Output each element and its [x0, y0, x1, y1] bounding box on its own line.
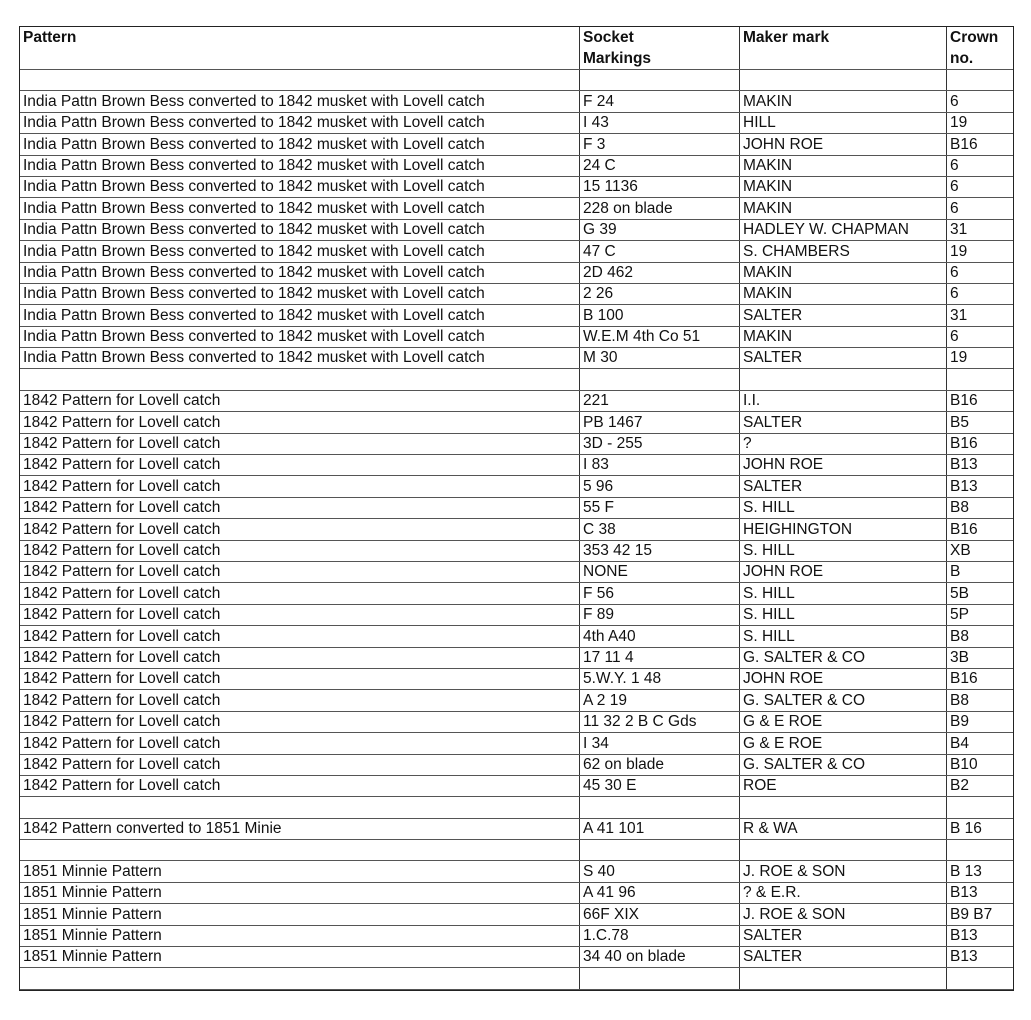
cell-pattern: India Pattn Brown Bess converted to 1842 musket with Lovell catch [20, 155, 580, 176]
cell-maker-mark: HILL [740, 112, 947, 133]
cell-maker-mark: JOHN ROE [740, 134, 947, 155]
cell-socket-markings: 17 11 4 [580, 647, 740, 668]
cell-socket-markings: 66F XIX [580, 904, 740, 925]
table-body [20, 70, 1013, 990]
cell-maker-mark: S. CHAMBERS [740, 241, 947, 262]
cell-crown-no: 5P [947, 604, 1013, 625]
cell-socket-markings [580, 369, 740, 390]
table-row [20, 733, 1013, 754]
cell-socket-markings: I 83 [580, 455, 740, 476]
cell-crown-no: B13 [947, 947, 1013, 968]
cell-maker-mark: JOHN ROE [740, 668, 947, 689]
header-pattern: Pattern [23, 29, 77, 46]
cell-maker-mark: HADLEY W. CHAPMAN [740, 219, 947, 240]
cell-crown-no: 19 [947, 348, 1013, 369]
cell-maker-mark: S. HILL [740, 497, 947, 518]
cell-socket-markings: 221 [580, 390, 740, 411]
cell-socket-markings: 11 32 2 B C Gds [580, 711, 740, 732]
cell-crown-no: 6 [947, 262, 1013, 283]
cell-pattern: 1842 Pattern for Lovell catch [20, 561, 580, 582]
cell-maker-mark: ROE [740, 775, 947, 796]
table-row [20, 241, 1013, 262]
cell-crown-no: B 13 [947, 861, 1013, 882]
cell-pattern: 1851 Minnie Pattern [20, 947, 580, 968]
cell-crown-no: B [947, 561, 1013, 582]
cell-pattern: India Pattn Brown Bess converted to 1842 musket with Lovell catch [20, 348, 580, 369]
table-row [20, 775, 1013, 796]
cell-socket-markings: 4th A40 [580, 626, 740, 647]
table-row [20, 925, 1013, 946]
cell-socket-markings: F 3 [580, 134, 740, 155]
cell-maker-mark [740, 369, 947, 390]
cell-pattern: 1842 Pattern converted to 1851 Minie [20, 818, 580, 839]
cell-socket-markings [580, 70, 740, 91]
cell-socket-markings: A 41 101 [580, 818, 740, 839]
cell-maker-mark: S. HILL [740, 626, 947, 647]
table-row [20, 904, 1013, 925]
cell-pattern: 1851 Minnie Pattern [20, 925, 580, 946]
cell-socket-markings: 15 1136 [580, 176, 740, 197]
table-row [20, 433, 1013, 454]
cell-maker-mark: J. ROE & SON [740, 904, 947, 925]
table-row [20, 476, 1013, 497]
cell-crown-no: 31 [947, 219, 1013, 240]
cell-pattern: 1842 Pattern for Lovell catch [20, 775, 580, 796]
inventory-table-frame [19, 26, 1014, 991]
table-row [20, 412, 1013, 433]
blank-row [20, 369, 1013, 390]
cell-crown-no: B8 [947, 626, 1013, 647]
cell-pattern: India Pattn Brown Bess converted to 1842 musket with Lovell catch [20, 305, 580, 326]
table-row [20, 561, 1013, 582]
cell-maker-mark: G. SALTER & CO [740, 754, 947, 775]
cell-pattern: 1842 Pattern for Lovell catch [20, 604, 580, 625]
cell-crown-no: 19 [947, 241, 1013, 262]
cell-crown-no: 31 [947, 305, 1013, 326]
bayonet-markings-table [20, 27, 1013, 990]
cell-socket-markings: NONE [580, 561, 740, 582]
cell-pattern: India Pattn Brown Bess converted to 1842 musket with Lovell catch [20, 283, 580, 304]
table-row [20, 583, 1013, 604]
cell-socket-markings: F 24 [580, 91, 740, 112]
cell-pattern: 1842 Pattern for Lovell catch [20, 433, 580, 454]
cell-crown-no: 6 [947, 91, 1013, 112]
cell-pattern: 1842 Pattern for Lovell catch [20, 733, 580, 754]
table-row [20, 818, 1013, 839]
cell-maker-mark: ? & E.R. [740, 882, 947, 903]
blank-row [20, 797, 1013, 818]
cell-pattern: 1842 Pattern for Lovell catch [20, 668, 580, 689]
cell-socket-markings: A 41 96 [580, 882, 740, 903]
cell-socket-markings: 47 C [580, 241, 740, 262]
table-row [20, 283, 1013, 304]
cell-crown-no: B 16 [947, 818, 1013, 839]
cell-maker-mark: SALTER [740, 476, 947, 497]
table-row [20, 134, 1013, 155]
cell-crown-no: 19 [947, 112, 1013, 133]
table-row [20, 690, 1013, 711]
cell-socket-markings: 2 26 [580, 283, 740, 304]
cell-pattern: India Pattn Brown Bess converted to 1842 musket with Lovell catch [20, 198, 580, 219]
cell-maker-mark: S. HILL [740, 540, 947, 561]
cell-maker-mark: SALTER [740, 412, 947, 433]
cell-pattern: 1842 Pattern for Lovell catch [20, 519, 580, 540]
cell-crown-no [947, 840, 1013, 861]
cell-crown-no: 6 [947, 326, 1013, 347]
cell-socket-markings: PB 1467 [580, 412, 740, 433]
table-row [20, 176, 1013, 197]
cell-socket-markings: 3D - 255 [580, 433, 740, 454]
cell-socket-markings [580, 797, 740, 818]
cell-crown-no: 5B [947, 583, 1013, 604]
cell-socket-markings: 5.W.Y. 1 48 [580, 668, 740, 689]
cell-pattern: India Pattn Brown Bess converted to 1842 musket with Lovell catch [20, 91, 580, 112]
cell-pattern: 1851 Minnie Pattern [20, 882, 580, 903]
table-row [20, 219, 1013, 240]
cell-pattern: 1842 Pattern for Lovell catch [20, 455, 580, 476]
cell-maker-mark: G & E ROE [740, 711, 947, 732]
cell-crown-no: B4 [947, 733, 1013, 754]
cell-pattern: India Pattn Brown Bess converted to 1842 musket with Lovell catch [20, 112, 580, 133]
cell-maker-mark: SALTER [740, 925, 947, 946]
cell-crown-no: 6 [947, 283, 1013, 304]
cell-crown-no: 3B [947, 647, 1013, 668]
header-crown: Crown [950, 29, 999, 46]
cell-socket-markings: W.E.M 4th Co 51 [580, 326, 740, 347]
cell-socket-markings: G 39 [580, 219, 740, 240]
cell-socket-markings: 45 30 E [580, 775, 740, 796]
header-maker: Maker mark [743, 29, 830, 46]
table-row [20, 947, 1013, 968]
cell-pattern: 1842 Pattern for Lovell catch [20, 690, 580, 711]
cell-maker-mark: HEIGHINGTON [740, 519, 947, 540]
table-row [20, 604, 1013, 625]
cell-socket-markings: 5 96 [580, 476, 740, 497]
cell-crown-no: 6 [947, 155, 1013, 176]
cell-maker-mark: MAKIN [740, 198, 947, 219]
blank-row [20, 968, 1013, 989]
cell-crown-no: XB [947, 540, 1013, 561]
cell-crown-no [947, 70, 1013, 91]
cell-socket-markings: I 43 [580, 112, 740, 133]
cell-pattern: 1851 Minnie Pattern [20, 861, 580, 882]
cell-socket-markings: 55 F [580, 497, 740, 518]
cell-crown-no: B13 [947, 925, 1013, 946]
table-row [20, 112, 1013, 133]
cell-maker-mark: SALTER [740, 348, 947, 369]
cell-socket-markings: M 30 [580, 348, 740, 369]
cell-maker-mark: G. SALTER & CO [740, 647, 947, 668]
cell-maker-mark: MAKIN [740, 91, 947, 112]
cell-maker-mark: MAKIN [740, 176, 947, 197]
cell-socket-markings [580, 968, 740, 989]
cell-pattern [20, 70, 580, 91]
cell-maker-mark [740, 797, 947, 818]
blank-row [20, 840, 1013, 861]
cell-socket-markings: 24 C [580, 155, 740, 176]
cell-socket-markings: F 89 [580, 604, 740, 625]
cell-socket-markings: I 34 [580, 733, 740, 754]
table-row [20, 305, 1013, 326]
cell-crown-no: B9 B7 [947, 904, 1013, 925]
cell-crown-no: B2 [947, 775, 1013, 796]
cell-pattern: India Pattn Brown Bess converted to 1842 musket with Lovell catch [20, 176, 580, 197]
table-row [20, 326, 1013, 347]
cell-pattern [20, 797, 580, 818]
table-row [20, 155, 1013, 176]
cell-socket-markings: F 56 [580, 583, 740, 604]
cell-crown-no [947, 968, 1013, 989]
cell-maker-mark: SALTER [740, 947, 947, 968]
table-row [20, 647, 1013, 668]
cell-pattern [20, 840, 580, 861]
cell-pattern [20, 968, 580, 989]
cell-pattern: 1842 Pattern for Lovell catch [20, 647, 580, 668]
cell-maker-mark: JOHN ROE [740, 455, 947, 476]
table-row [20, 91, 1013, 112]
cell-socket-markings: 228 on blade [580, 198, 740, 219]
cell-pattern: 1842 Pattern for Lovell catch [20, 626, 580, 647]
table-row [20, 754, 1013, 775]
cell-socket-markings: 34 40 on blade [580, 947, 740, 968]
cell-maker-mark: JOHN ROE [740, 561, 947, 582]
cell-maker-mark: MAKIN [740, 326, 947, 347]
cell-maker-mark [740, 840, 947, 861]
cell-crown-no: B5 [947, 412, 1013, 433]
cell-maker-mark: ? [740, 433, 947, 454]
cell-pattern: 1842 Pattern for Lovell catch [20, 754, 580, 775]
cell-crown-no: B10 [947, 754, 1013, 775]
cell-maker-mark: SALTER [740, 305, 947, 326]
header-socket-2: Markings [580, 48, 740, 70]
table-row [20, 262, 1013, 283]
cell-maker-mark: I.I. [740, 390, 947, 411]
cell-pattern: 1842 Pattern for Lovell catch [20, 711, 580, 732]
cell-crown-no: B16 [947, 433, 1013, 454]
cell-pattern: India Pattn Brown Bess converted to 1842 musket with Lovell catch [20, 219, 580, 240]
cell-pattern: 1851 Minnie Pattern [20, 904, 580, 925]
cell-crown-no: 6 [947, 198, 1013, 219]
table-row [20, 198, 1013, 219]
cell-maker-mark: J. ROE & SON [740, 861, 947, 882]
cell-socket-markings: 353 42 15 [580, 540, 740, 561]
cell-pattern: 1842 Pattern for Lovell catch [20, 540, 580, 561]
header-maker-2 [740, 48, 947, 70]
cell-crown-no [947, 369, 1013, 390]
blank-row [20, 70, 1013, 91]
cell-crown-no: B8 [947, 497, 1013, 518]
cell-maker-mark: MAKIN [740, 155, 947, 176]
cell-crown-no: 6 [947, 176, 1013, 197]
cell-socket-markings: A 2 19 [580, 690, 740, 711]
header-pattern-2 [20, 48, 580, 70]
cell-crown-no: B16 [947, 519, 1013, 540]
cell-pattern: 1842 Pattern for Lovell catch [20, 412, 580, 433]
table-row [20, 711, 1013, 732]
cell-maker-mark: R & WA [740, 818, 947, 839]
cell-crown-no: B8 [947, 690, 1013, 711]
cell-maker-mark [740, 70, 947, 91]
header-row [20, 27, 1013, 48]
cell-pattern: India Pattn Brown Bess converted to 1842 musket with Lovell catch [20, 326, 580, 347]
cell-maker-mark: G. SALTER & CO [740, 690, 947, 711]
cell-crown-no: B9 [947, 711, 1013, 732]
cell-socket-markings [580, 840, 740, 861]
cell-crown-no [947, 797, 1013, 818]
cell-crown-no: B13 [947, 476, 1013, 497]
cell-maker-mark [740, 968, 947, 989]
cell-socket-markings: C 38 [580, 519, 740, 540]
table-row [20, 390, 1013, 411]
cell-maker-mark: MAKIN [740, 262, 947, 283]
header-socket: Socket [583, 29, 634, 46]
header-row-2 [20, 48, 1013, 70]
cell-pattern: India Pattn Brown Bess converted to 1842 musket with Lovell catch [20, 134, 580, 155]
table-row [20, 455, 1013, 476]
cell-socket-markings: 62 on blade [580, 754, 740, 775]
header-crown-2: no. [947, 48, 1013, 70]
cell-crown-no: B16 [947, 390, 1013, 411]
cell-pattern: 1842 Pattern for Lovell catch [20, 497, 580, 518]
table-row [20, 519, 1013, 540]
table-row [20, 348, 1013, 369]
cell-maker-mark: MAKIN [740, 283, 947, 304]
cell-maker-mark: S. HILL [740, 604, 947, 625]
cell-crown-no: B13 [947, 882, 1013, 903]
table-row [20, 497, 1013, 518]
cell-pattern: 1842 Pattern for Lovell catch [20, 390, 580, 411]
table-row [20, 882, 1013, 903]
cell-socket-markings: B 100 [580, 305, 740, 326]
cell-pattern: 1842 Pattern for Lovell catch [20, 583, 580, 604]
table-row [20, 668, 1013, 689]
cell-maker-mark: G & E ROE [740, 733, 947, 754]
table-row [20, 861, 1013, 882]
table-row [20, 626, 1013, 647]
cell-pattern: 1842 Pattern for Lovell catch [20, 476, 580, 497]
cell-pattern [20, 369, 580, 390]
cell-pattern: India Pattn Brown Bess converted to 1842 musket with Lovell catch [20, 262, 580, 283]
cell-maker-mark: S. HILL [740, 583, 947, 604]
cell-pattern: India Pattn Brown Bess converted to 1842 musket with Lovell catch [20, 241, 580, 262]
cell-crown-no: B16 [947, 134, 1013, 155]
table-row [20, 540, 1013, 561]
cell-crown-no: B13 [947, 455, 1013, 476]
cell-socket-markings: S 40 [580, 861, 740, 882]
cell-socket-markings: 1.C.78 [580, 925, 740, 946]
cell-crown-no: B16 [947, 668, 1013, 689]
cell-socket-markings: 2D 462 [580, 262, 740, 283]
